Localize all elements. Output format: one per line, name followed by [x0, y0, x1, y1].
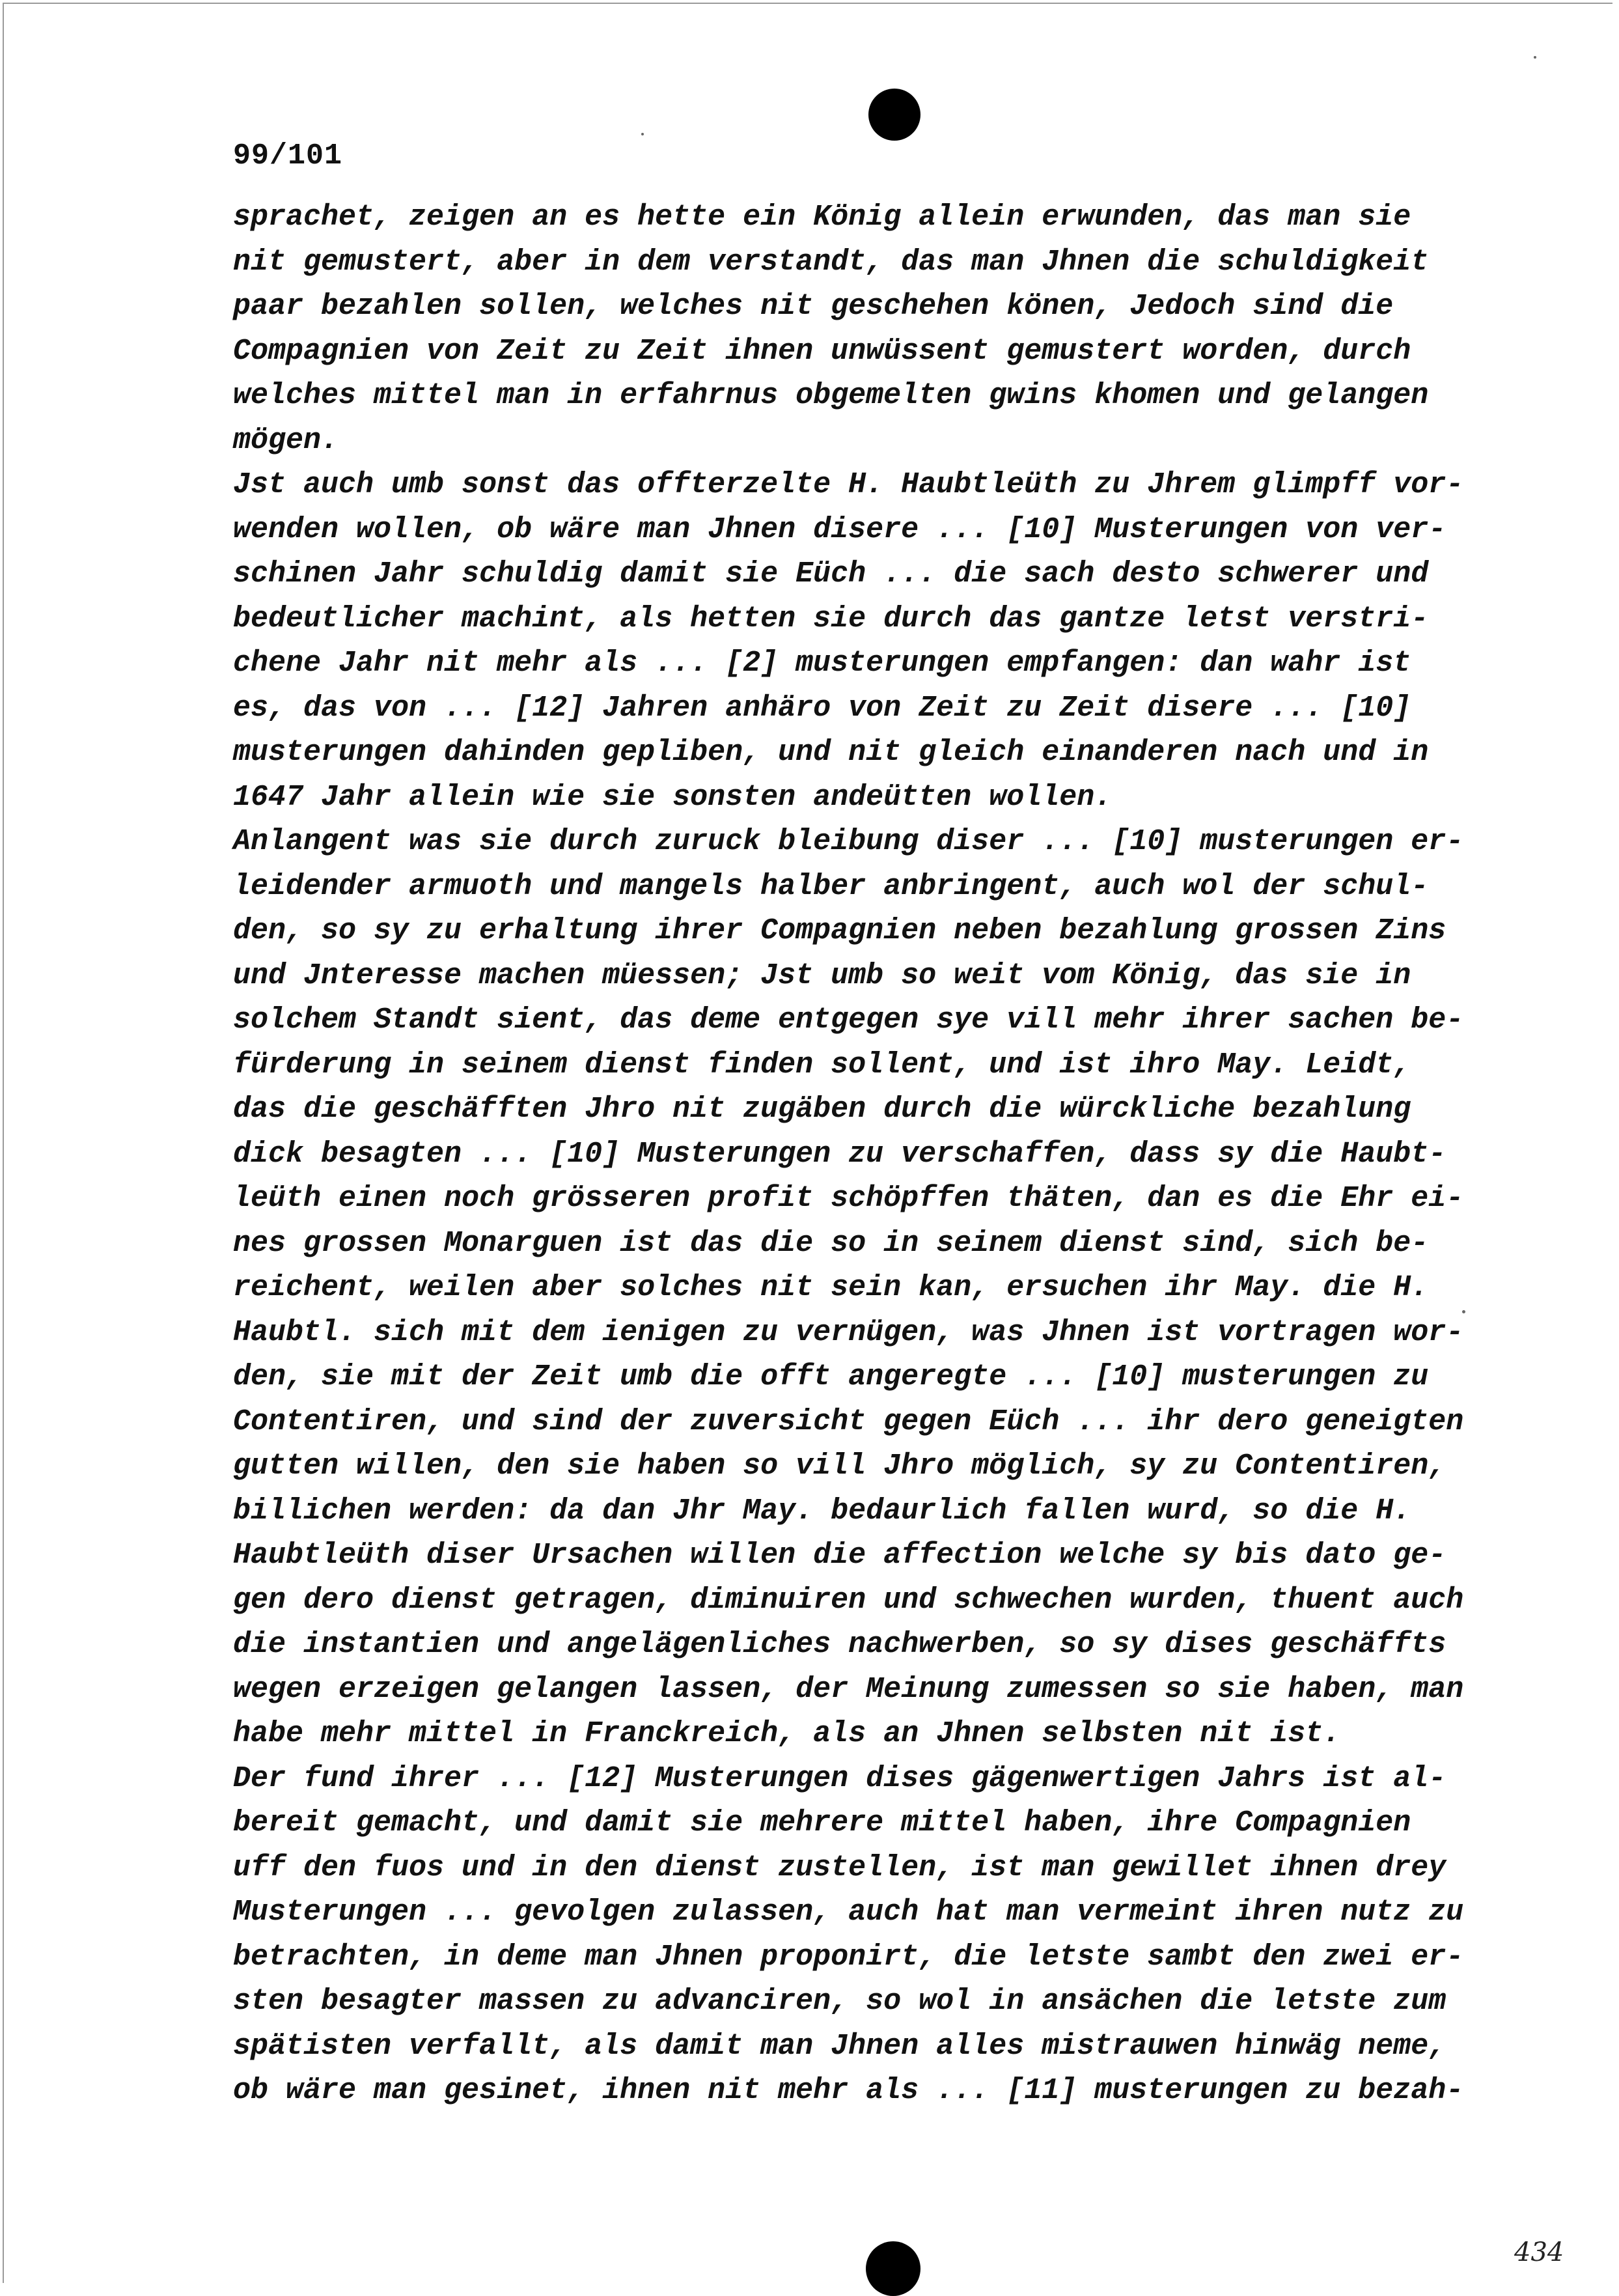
text-line: Musterungen ... gevolgen zulassen, auch hat man vermeint ihren nutz zu: [233, 1896, 1464, 1929]
text-line: reichent, weilen aber solches nit sein kan, ersuchen ihr May. die H.: [233, 1271, 1429, 1304]
text-line: billichen werden: da dan Jhr May. bedaurlich fallen wurd, so die H.: [233, 1494, 1411, 1528]
scan-speck: [641, 133, 644, 135]
text-line: paar bezahlen sollen, welches nit geschehen könen, Jedoch sind die: [233, 290, 1394, 323]
punch-hole-top: [868, 89, 920, 141]
text-line: und Jnteresse machen müessen; Jst umb so weit vom König, das sie in: [233, 959, 1411, 992]
text-line: musterungen dahinden gepliben, und nit gleich einanderen nach und in: [233, 736, 1429, 769]
text-line: uff den fuos und in den dienst zustellen, ist man gewillet ihnen drey: [233, 1851, 1446, 1884]
text-line: Der fund ihrer ... [12] Musterungen dises gägenwertigen Jahrs ist al-: [233, 1761, 1446, 1795]
text-line: solchem Standt sient, das deme entgegen sye vill mehr ihrer sachen be-: [233, 1003, 1464, 1037]
text-line: Haubtleüth diser Ursachen willen die affection welche sy bis dato ge-: [233, 1539, 1446, 1572]
text-line: bereit gemacht, und damit sie mehrere mittel haben, ihre Compagnien: [233, 1806, 1411, 1840]
text-line: Contentiren, und sind der zuversicht gegen Eüch ... ihr dero geneigten: [233, 1405, 1464, 1438]
text-line: ob wäre man gesinet, ihnen nit mehr als ... [11] musterungen zu bezah-: [233, 2074, 1464, 2107]
text-line: das die geschäfften Jhro nit zugäben durch die würckliche bezahlung: [233, 1093, 1411, 1126]
scan-speck: [1534, 56, 1536, 59]
text-line: habe mehr mittel in Franckreich, als an Jhnen selbsten nit ist.: [233, 1717, 1341, 1750]
text-line: gutten willen, den sie haben so vill Jhro möglich, sy zu Contentiren,: [233, 1449, 1446, 1483]
text-line: chene Jahr nit mehr als ... [2] musterungen empfangen: dan wahr ist: [233, 647, 1411, 680]
text-line: fürderung in seinem dienst finden sollent, und ist ihro May. Leidt,: [233, 1048, 1411, 1082]
text-line: Haubtl. sich mit dem ienigen zu vernügen, was Jhnen ist vortragen wor-: [233, 1315, 1464, 1349]
text-line: es, das von ... [12] Jahren anhäro von Zeit zu Zeit disere ... [10]: [233, 691, 1411, 725]
text-line: die instantien und angelägenliches nachwerben, so sy dises geschäffts: [233, 1628, 1446, 1661]
punch-hole-bottom: [866, 2241, 920, 2296]
text-line: mögen.: [233, 423, 339, 457]
text-line: Compagnien von Zeit zu Zeit ihnen unwüssent gemustert worden, durch: [233, 334, 1411, 368]
text-line: betrachten, in deme man Jhnen proponirt, die letste sambt den zwei er-: [233, 1940, 1464, 1974]
text-line: den, sie mit der Zeit umb die offt angeregte ... [10] musterungen zu: [233, 1360, 1429, 1393]
text-line: schinen Jahr schuldig damit sie Eüch ... die sach desto schwerer und: [233, 557, 1429, 591]
text-line: leidender armuoth und mangels halber anbringent, auch wol der schul-: [233, 869, 1429, 903]
text-line: leüth einen noch grösseren profit schöpffen thäten, dan es die Ehr ei-: [233, 1182, 1464, 1215]
text-line: welches mittel man in erfahrnus obgemelten gwins khomen und gelangen: [233, 379, 1429, 412]
text-line: dick besagten ... [10] Musterungen zu verschaffen, dass sy die Haubt-: [233, 1137, 1446, 1171]
text-line: nit gemustert, aber in dem verstandt, das man Jhnen die schuldigkeit: [233, 245, 1429, 279]
text-line: sten besagter massen zu advanciren, so wol in ansächen die letste zum: [233, 1985, 1446, 2018]
text-line: wenden wollen, ob wäre man Jhnen disere ... [10] Musterungen von ver-: [233, 512, 1446, 546]
text-line: Jst auch umb sonst das offterzelte H. Haubtleüth zu Jhrem glimpff vor-: [233, 468, 1464, 501]
text-line: bedeutlicher machint, als hetten sie durch das gantze letst verstri-: [233, 602, 1429, 636]
page-reference: 99/101: [233, 139, 343, 173]
text-line: wegen erzeigen gelangen lassen, der Meinung zumessen so sie haben, man: [233, 1672, 1464, 1706]
text-line: gen dero dienst getragen, diminuiren und schwechen wurden, thuent auch: [233, 1583, 1464, 1617]
text-line: den, so sy zu erhaltung ihrer Compagnien neben bezahlung grossen Zins: [233, 914, 1446, 947]
body-text: [233, 195, 1535, 2114]
text-line: nes grossen Monarguen ist das die so in seinem dienst sind, sich be-: [233, 1226, 1429, 1260]
folio-number: 434: [1514, 2237, 1564, 2267]
text-line: 1647 Jahr allein wie sie sonsten andeütten wollen.: [233, 780, 1113, 814]
text-line: Anlangent was sie durch zuruck bleibung diser ... [10] musterungen er-: [233, 825, 1464, 858]
text-line: spätisten verfallt, als damit man Jhnen alles mistrauwen hinwäg neme,: [233, 2029, 1446, 2063]
scan-speck: [1462, 1310, 1465, 1313]
text-line: sprachet, zeigen an es hette ein König allein erwunden, das man sie: [233, 201, 1411, 234]
